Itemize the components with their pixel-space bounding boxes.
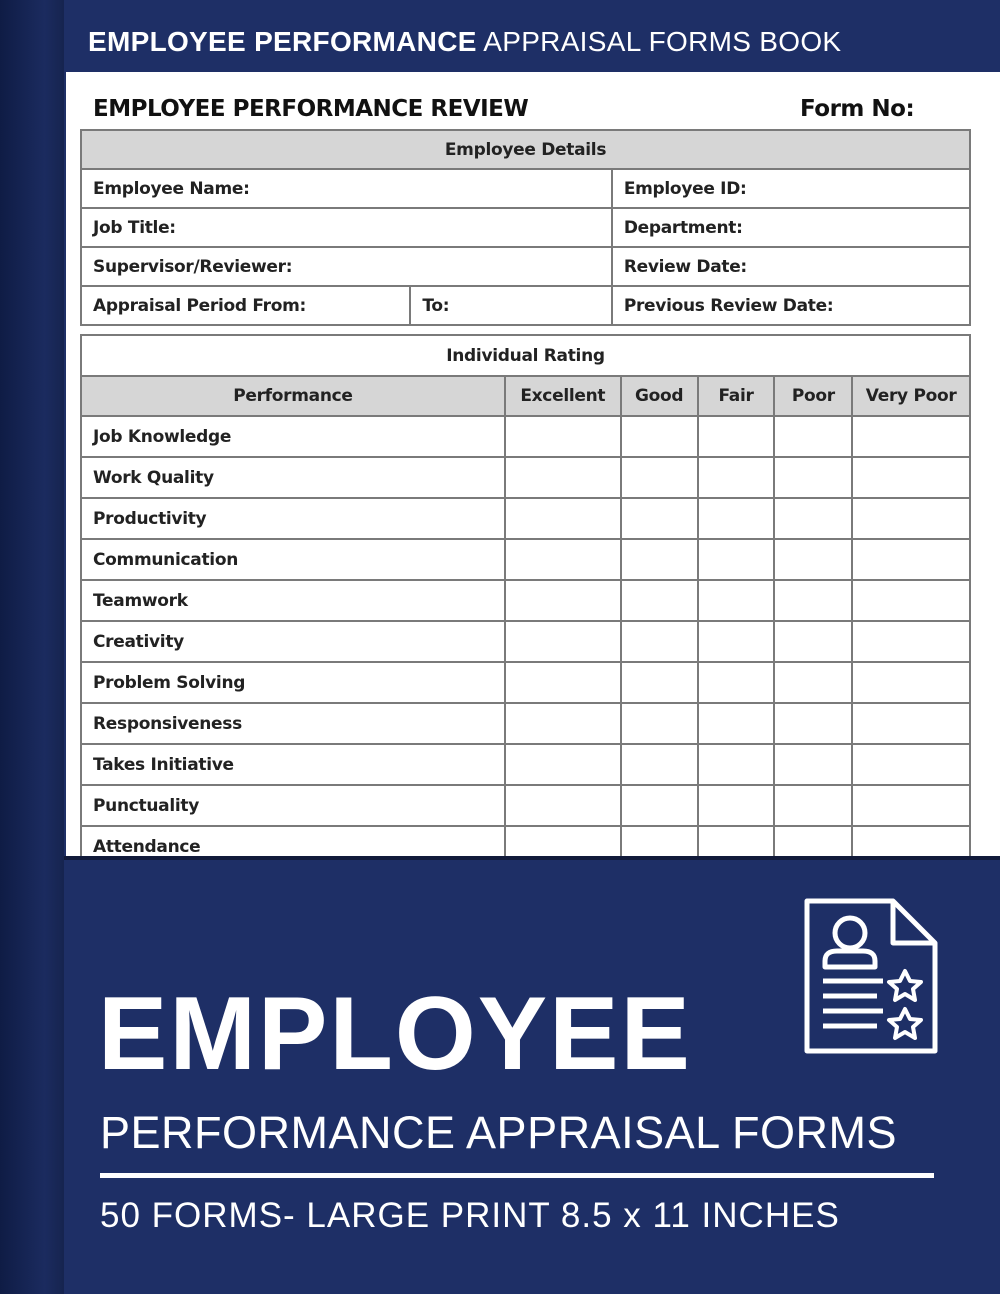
- form-title: EMPLOYEE PERFORMANCE REVIEW: [93, 96, 529, 122]
- row-label: Teamwork: [81, 580, 505, 621]
- table-row: [81, 539, 970, 580]
- row-label: Punctuality: [81, 785, 505, 826]
- section-divider: [64, 856, 1000, 860]
- rating-cell: [698, 826, 775, 856]
- rating-cell: [852, 785, 970, 826]
- rating-cell: [852, 416, 970, 457]
- rating-cell: [621, 580, 698, 621]
- rating-cell: [505, 457, 621, 498]
- rating-cell: [621, 744, 698, 785]
- cover-rule: [100, 1173, 934, 1178]
- row-label: Problem Solving: [81, 662, 505, 703]
- rating-cell: [621, 826, 698, 856]
- book-spine: [0, 0, 64, 1294]
- table-row: [81, 498, 970, 539]
- top-title-bold: EMPLOYEE PERFORMANCE: [88, 26, 477, 57]
- rating-cell: [852, 662, 970, 703]
- table-row: [81, 662, 970, 703]
- rating-cell: [621, 416, 698, 457]
- table-row: [81, 580, 970, 621]
- rating-cell: [852, 539, 970, 580]
- row-label: Responsiveness: [81, 703, 505, 744]
- rating-cell: [774, 457, 852, 498]
- period-from-field: Appraisal Period From:: [81, 286, 410, 325]
- rating-cell: [621, 457, 698, 498]
- rating-cell: [698, 621, 775, 662]
- table-row: [81, 621, 970, 662]
- table-row: [81, 703, 970, 744]
- rating-cell: [774, 498, 852, 539]
- rating-cell: [774, 580, 852, 621]
- employee-name-field: Employee Name:: [81, 169, 612, 208]
- job-title-field: Job Title:: [81, 208, 612, 247]
- row-label: Productivity: [81, 498, 505, 539]
- individual-rating-heading: Individual Rating: [81, 335, 970, 376]
- review-date-field: Review Date:: [612, 247, 970, 286]
- rating-cell: [852, 580, 970, 621]
- department-field: Department:: [612, 208, 970, 247]
- rating-cell: [698, 580, 775, 621]
- rating-cell: [621, 539, 698, 580]
- row-label: Creativity: [81, 621, 505, 662]
- rating-cell: [852, 621, 970, 662]
- table-row: [81, 785, 970, 826]
- rating-cell: [852, 703, 970, 744]
- rating-cell: [698, 498, 775, 539]
- table-row: [81, 744, 970, 785]
- table-row: [81, 416, 970, 457]
- rating-cell: [774, 703, 852, 744]
- rating-cell: [505, 785, 621, 826]
- individual-rating-table: [80, 334, 971, 856]
- rating-cell: [505, 662, 621, 703]
- rating-cell: [505, 703, 621, 744]
- rating-cell: [505, 498, 621, 539]
- rating-cell: [852, 826, 970, 856]
- rating-cell: [621, 785, 698, 826]
- rating-cell: [621, 662, 698, 703]
- rating-cell: [698, 785, 775, 826]
- rating-cell: [774, 785, 852, 826]
- rating-cell: [505, 826, 621, 856]
- column-header: Performance: [81, 376, 505, 416]
- rating-cell: [852, 744, 970, 785]
- column-header: Excellent: [505, 376, 621, 416]
- top-banner: [64, 0, 1000, 72]
- cover-subtitle: PERFORMANCE APPRAISAL FORMS: [100, 1107, 897, 1158]
- employee-id-field: Employee ID:: [612, 169, 970, 208]
- cover-title: EMPLOYEE: [98, 976, 692, 1092]
- previous-review-field: Previous Review Date:: [612, 286, 970, 325]
- rating-cell: [774, 539, 852, 580]
- rating-cell: [852, 457, 970, 498]
- row-label: Work Quality: [81, 457, 505, 498]
- column-header: Good: [621, 376, 698, 416]
- table-row: [81, 457, 970, 498]
- cover-footer: 50 FORMS- LARGE PRINT 8.5 x 11 INCHES: [100, 1196, 840, 1235]
- rating-cell: [852, 498, 970, 539]
- rating-cell: [621, 621, 698, 662]
- top-title: [88, 26, 841, 58]
- top-title-light: APPRAISAL FORMS BOOK: [483, 26, 842, 57]
- form-number-label: Form No:: [800, 96, 915, 122]
- rating-cell: [698, 539, 775, 580]
- document-star-icon: [803, 897, 939, 1057]
- rating-cell: [505, 621, 621, 662]
- rating-cell: [505, 416, 621, 457]
- rating-cell: [698, 662, 775, 703]
- rating-cell: [621, 703, 698, 744]
- rating-cell: [698, 703, 775, 744]
- rating-cell: [774, 826, 852, 856]
- column-header: Fair: [698, 376, 775, 416]
- rating-cell: [505, 539, 621, 580]
- row-label: Takes Initiative: [81, 744, 505, 785]
- employee-details-heading: Employee Details: [81, 130, 970, 169]
- supervisor-field: Supervisor/Reviewer:: [81, 247, 612, 286]
- row-label: Job Knowledge: [81, 416, 505, 457]
- column-header: Poor: [774, 376, 852, 416]
- rating-cell: [505, 744, 621, 785]
- rating-cell: [698, 744, 775, 785]
- rating-cell: [774, 621, 852, 662]
- rating-cell: [698, 416, 775, 457]
- column-header: Very Poor: [852, 376, 970, 416]
- rating-cell: [621, 498, 698, 539]
- rating-cell: [774, 416, 852, 457]
- rating-cell: [774, 744, 852, 785]
- employee-details-table: [80, 129, 971, 326]
- form-preview: [66, 72, 1000, 856]
- rating-cell: [774, 662, 852, 703]
- rating-cell: [505, 580, 621, 621]
- row-label: Communication: [81, 539, 505, 580]
- period-to-field: To:: [410, 286, 612, 325]
- table-row: [81, 826, 970, 856]
- row-label: Attendance: [81, 826, 505, 856]
- rating-cell: [698, 457, 775, 498]
